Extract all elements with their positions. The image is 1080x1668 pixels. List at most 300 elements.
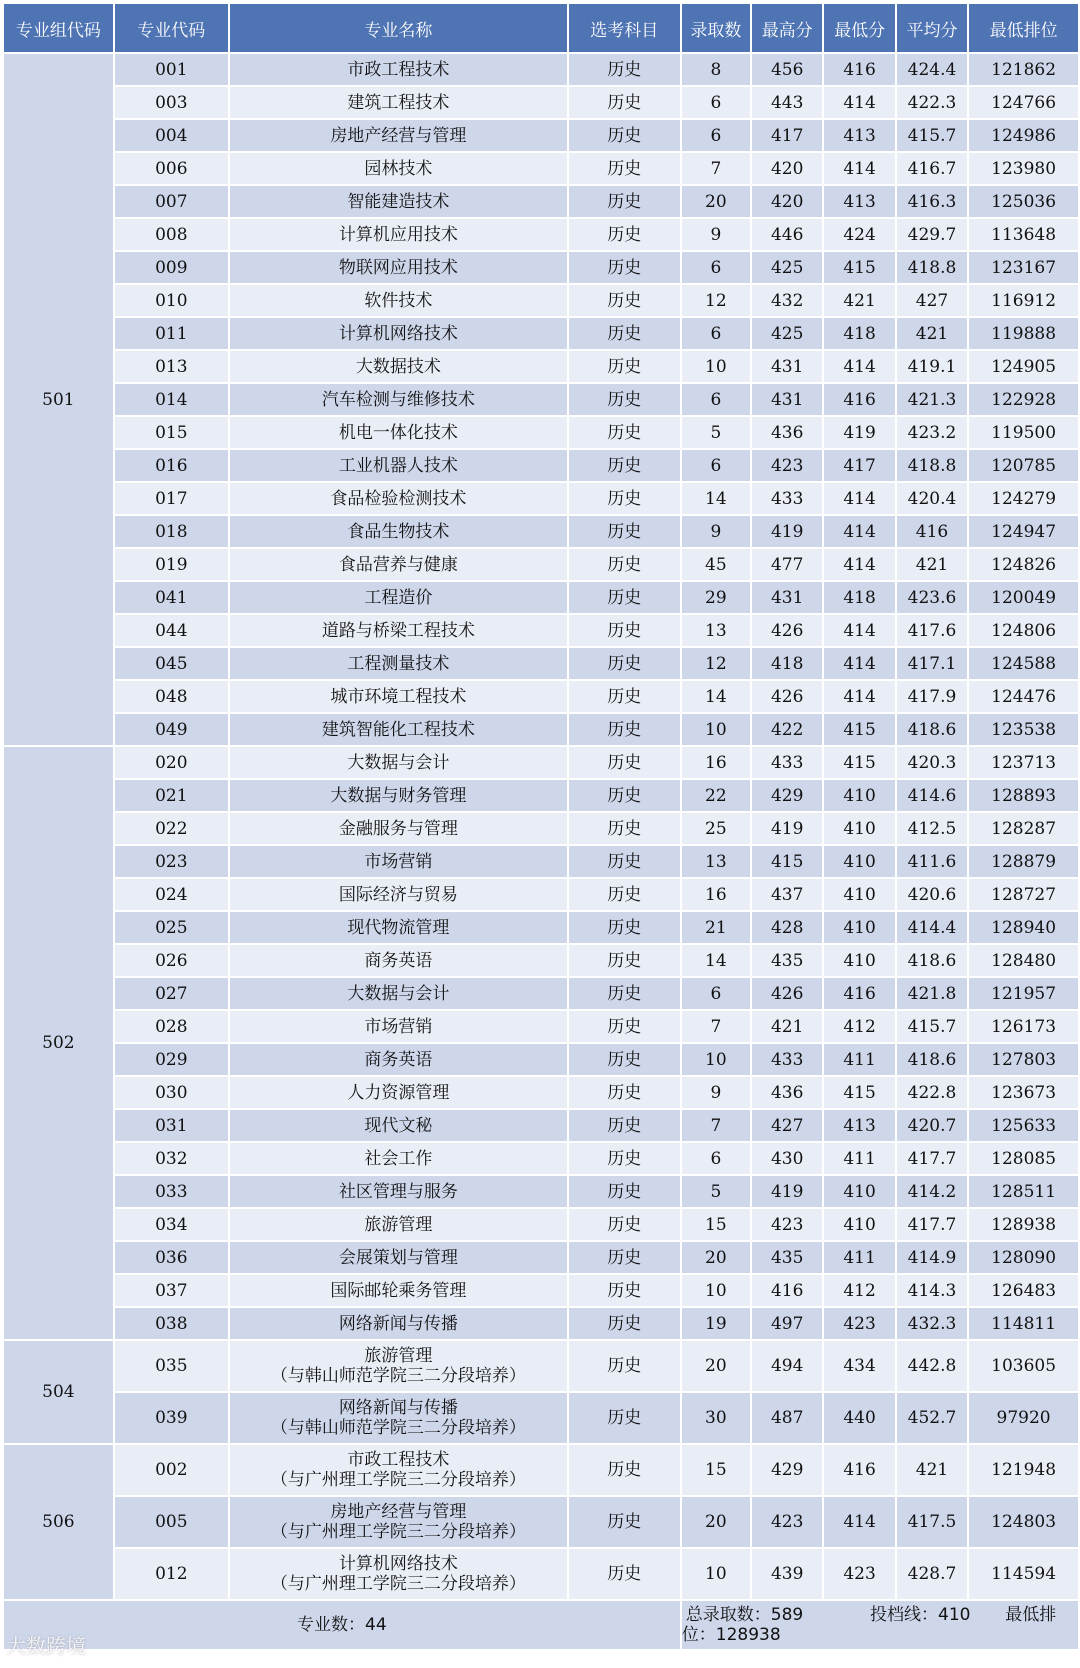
max-score-cell: 487	[752, 1393, 822, 1443]
major-code-cell: 004	[115, 120, 228, 151]
max-score-cell: 429	[752, 1445, 822, 1495]
summary-cutoff: 投档线：410	[870, 1605, 971, 1625]
min-score-cell: 410	[824, 846, 894, 877]
min-rank-cell: 128893	[969, 780, 1078, 811]
min-rank-cell: 128879	[969, 846, 1078, 877]
min-score-cell: 414	[824, 483, 894, 514]
min-rank-cell: 97920	[969, 1393, 1078, 1443]
major-code-cell: 007	[115, 186, 228, 217]
major-code-cell: 008	[115, 219, 228, 250]
major-name-text: 房地产经营与管理	[330, 1502, 467, 1522]
count-cell: 20	[682, 1242, 750, 1273]
major-name-cell: 旅游管理	[230, 1209, 567, 1240]
count-cell: 20	[682, 1341, 750, 1391]
subject-cell: 历史	[569, 1275, 680, 1306]
major-name-cell: 会展策划与管理	[230, 1242, 567, 1273]
major-name-cell: 大数据与财务管理	[230, 780, 567, 811]
watermark-text: 大数跨境	[6, 1634, 86, 1658]
major-name-cell: 商务英语	[230, 1044, 567, 1075]
min-score-cell: 415	[824, 747, 894, 778]
subject-cell: 历史	[569, 1143, 680, 1174]
min-score-cell: 413	[824, 120, 894, 151]
avg-score-cell: 414.2	[897, 1176, 967, 1207]
min-rank-cell: 123673	[969, 1077, 1078, 1108]
table-row	[4, 483, 1078, 514]
min-score-cell: 416	[824, 978, 894, 1009]
major-code-cell: 021	[115, 780, 228, 811]
summary-stats	[682, 1601, 1078, 1649]
major-code-cell: 023	[115, 846, 228, 877]
max-score-cell: 419	[752, 1176, 822, 1207]
count-cell: 7	[682, 1110, 750, 1141]
min-score-cell: 411	[824, 1242, 894, 1273]
count-cell: 6	[682, 87, 750, 118]
table-row	[4, 1011, 1078, 1042]
subject-cell: 历史	[569, 1341, 680, 1391]
major-code-cell: 037	[115, 1275, 228, 1306]
subject-cell: 历史	[569, 1077, 680, 1108]
avg-score-cell: 427	[897, 285, 967, 316]
max-score-cell: 446	[752, 219, 822, 250]
subject-cell: 历史	[569, 1110, 680, 1141]
major-name-cell	[230, 1549, 567, 1599]
subject-cell: 历史	[569, 681, 680, 712]
min-rank-cell: 124588	[969, 648, 1078, 679]
min-score-cell: 440	[824, 1393, 894, 1443]
max-score-cell: 430	[752, 1143, 822, 1174]
major-name-cell	[230, 1341, 567, 1391]
major-name-cell: 道路与桥梁工程技术	[230, 615, 567, 646]
min-rank-cell: 128085	[969, 1143, 1078, 1174]
major-name-note: （与广州理工学院三二分段培养）	[270, 1470, 526, 1490]
avg-score-cell: 419.1	[897, 351, 967, 382]
subject-cell: 历史	[569, 153, 680, 184]
count-cell: 5	[682, 1176, 750, 1207]
min-rank-cell: 126483	[969, 1275, 1078, 1306]
subject-cell: 历史	[569, 1445, 680, 1495]
min-score-cell: 410	[824, 879, 894, 910]
count-cell: 6	[682, 978, 750, 1009]
avg-score-cell: 418.8	[897, 450, 967, 481]
header-major-code: 专业代码	[115, 4, 228, 52]
major-name-cell: 市政工程技术	[230, 54, 567, 85]
summary-major-count-text: 专业数：44	[297, 1615, 387, 1635]
count-cell: 19	[682, 1308, 750, 1339]
subject-cell: 历史	[569, 351, 680, 382]
table-row	[4, 1176, 1078, 1207]
table-row	[4, 285, 1078, 316]
avg-score-cell: 423.2	[897, 417, 967, 448]
table-row	[4, 978, 1078, 1009]
avg-score-cell: 416.7	[897, 153, 967, 184]
table-row	[4, 1242, 1078, 1273]
count-cell: 10	[682, 1549, 750, 1599]
table-row	[4, 219, 1078, 250]
major-name-cell: 社会工作	[230, 1143, 567, 1174]
min-rank-cell: 124766	[969, 87, 1078, 118]
major-name-cell: 商务英语	[230, 945, 567, 976]
max-score-cell: 435	[752, 1242, 822, 1273]
min-score-cell: 424	[824, 219, 894, 250]
header-max-score: 最高分	[752, 4, 822, 52]
count-cell: 22	[682, 780, 750, 811]
min-score-cell: 415	[824, 252, 894, 283]
max-score-cell: 415	[752, 846, 822, 877]
min-score-cell: 414	[824, 87, 894, 118]
major-code-cell: 027	[115, 978, 228, 1009]
subject-cell: 历史	[569, 648, 680, 679]
major-code-cell: 048	[115, 681, 228, 712]
min-score-cell: 416	[824, 54, 894, 85]
table-row	[4, 681, 1078, 712]
avg-score-cell: 429.7	[897, 219, 967, 250]
watermark	[6, 1630, 86, 1659]
count-cell: 10	[682, 1275, 750, 1306]
min-score-cell: 410	[824, 1176, 894, 1207]
count-cell: 6	[682, 120, 750, 151]
subject-cell: 历史	[569, 1393, 680, 1443]
table-body	[4, 54, 1078, 1599]
max-score-cell: 443	[752, 87, 822, 118]
avg-score-cell: 412.5	[897, 813, 967, 844]
subject-cell: 历史	[569, 318, 680, 349]
major-code-cell: 013	[115, 351, 228, 382]
major-name-cell: 城市环境工程技术	[230, 681, 567, 712]
max-score-cell: 439	[752, 1549, 822, 1599]
table-row	[4, 417, 1078, 448]
avg-score-cell: 416	[897, 516, 967, 547]
major-code-cell: 033	[115, 1176, 228, 1207]
table-row	[4, 186, 1078, 217]
table-row	[4, 351, 1078, 382]
group-code-cell: 501	[4, 54, 113, 745]
max-score-cell: 423	[752, 1497, 822, 1547]
major-code-cell: 005	[115, 1497, 228, 1547]
count-cell: 6	[682, 252, 750, 283]
major-code-cell: 034	[115, 1209, 228, 1240]
subject-cell: 历史	[569, 615, 680, 646]
major-name-cell	[230, 1445, 567, 1495]
count-cell: 6	[682, 1143, 750, 1174]
table-row	[4, 582, 1078, 613]
table-row	[4, 153, 1078, 184]
major-code-cell: 024	[115, 879, 228, 910]
major-code-cell: 003	[115, 87, 228, 118]
avg-score-cell: 417.1	[897, 648, 967, 679]
min-rank-cell: 124806	[969, 615, 1078, 646]
header-row	[4, 4, 1078, 52]
subject-cell: 历史	[569, 54, 680, 85]
header-avg-score: 平均分	[897, 4, 967, 52]
major-code-cell: 012	[115, 1549, 228, 1599]
table-row	[4, 747, 1078, 778]
summary-row	[4, 1601, 1078, 1649]
avg-score-cell: 428.7	[897, 1549, 967, 1599]
max-score-cell: 421	[752, 1011, 822, 1042]
count-cell: 6	[682, 318, 750, 349]
count-cell: 10	[682, 1044, 750, 1075]
table-row	[4, 1341, 1078, 1391]
min-rank-cell: 114811	[969, 1308, 1078, 1339]
subject-cell: 历史	[569, 1308, 680, 1339]
count-cell: 29	[682, 582, 750, 613]
max-score-cell: 433	[752, 1044, 822, 1075]
min-rank-cell: 123713	[969, 747, 1078, 778]
avg-score-cell: 416.3	[897, 186, 967, 217]
major-code-cell: 009	[115, 252, 228, 283]
avg-score-cell: 422.3	[897, 87, 967, 118]
subject-cell: 历史	[569, 450, 680, 481]
avg-score-cell: 420.3	[897, 747, 967, 778]
min-rank-cell: 121948	[969, 1445, 1078, 1495]
min-score-cell: 411	[824, 1143, 894, 1174]
min-rank-cell: 113648	[969, 219, 1078, 250]
header-subject: 选考科目	[569, 4, 680, 52]
major-name-cell: 工程造价	[230, 582, 567, 613]
avg-score-cell: 417.7	[897, 1143, 967, 1174]
major-name-cell: 食品检验检测技术	[230, 483, 567, 514]
major-name-cell: 园林技术	[230, 153, 567, 184]
table-row	[4, 120, 1078, 151]
major-code-cell: 017	[115, 483, 228, 514]
major-code-cell: 039	[115, 1393, 228, 1443]
avg-score-cell: 411.6	[897, 846, 967, 877]
major-name-cell: 汽车检测与维修技术	[230, 384, 567, 415]
summary-total: 总录取数：589	[685, 1605, 804, 1625]
major-code-cell: 028	[115, 1011, 228, 1042]
count-cell: 20	[682, 186, 750, 217]
max-score-cell: 431	[752, 351, 822, 382]
header-count: 录取数	[682, 4, 750, 52]
major-name-cell: 大数据与会计	[230, 747, 567, 778]
count-cell: 9	[682, 1077, 750, 1108]
min-rank-cell: 128090	[969, 1242, 1078, 1273]
max-score-cell: 497	[752, 1308, 822, 1339]
max-score-cell: 456	[752, 54, 822, 85]
major-code-cell: 001	[115, 54, 228, 85]
count-cell: 25	[682, 813, 750, 844]
major-code-cell: 006	[115, 153, 228, 184]
avg-score-cell: 421.3	[897, 384, 967, 415]
count-cell: 9	[682, 219, 750, 250]
min-score-cell: 415	[824, 1077, 894, 1108]
major-name-cell: 现代文秘	[230, 1110, 567, 1141]
major-name-cell: 人力资源管理	[230, 1077, 567, 1108]
max-score-cell: 419	[752, 516, 822, 547]
major-code-cell: 029	[115, 1044, 228, 1075]
major-code-cell: 031	[115, 1110, 228, 1141]
major-name-cell: 工程测量技术	[230, 648, 567, 679]
table-row	[4, 945, 1078, 976]
count-cell: 10	[682, 714, 750, 745]
min-rank-cell: 114594	[969, 1549, 1078, 1599]
major-name-note: （与广州理工学院三二分段培养）	[270, 1574, 526, 1594]
subject-cell: 历史	[569, 252, 680, 283]
group-code-cell: 506	[4, 1445, 113, 1599]
subject-cell: 历史	[569, 285, 680, 316]
major-name-cell: 房地产经营与管理	[230, 120, 567, 151]
avg-score-cell: 432.3	[897, 1308, 967, 1339]
count-cell: 30	[682, 1393, 750, 1443]
subject-cell: 历史	[569, 1209, 680, 1240]
avg-score-cell: 418.6	[897, 1044, 967, 1075]
avg-score-cell: 415.7	[897, 120, 967, 151]
min-score-cell: 410	[824, 780, 894, 811]
min-score-cell: 414	[824, 549, 894, 580]
max-score-cell: 420	[752, 153, 822, 184]
max-score-cell: 427	[752, 1110, 822, 1141]
min-score-cell: 414	[824, 351, 894, 382]
summary-major-count	[4, 1601, 680, 1649]
table-row	[4, 1110, 1078, 1141]
min-rank-cell: 127803	[969, 1044, 1078, 1075]
major-name-cell: 计算机网络技术	[230, 318, 567, 349]
table-row	[4, 780, 1078, 811]
major-code-cell: 020	[115, 747, 228, 778]
subject-cell: 历史	[569, 780, 680, 811]
subject-cell: 历史	[569, 1176, 680, 1207]
subject-cell: 历史	[569, 1497, 680, 1547]
summary-min-rank: 最低排位：128938	[681, 1605, 1057, 1645]
table-row	[4, 714, 1078, 745]
min-score-cell: 410	[824, 945, 894, 976]
count-cell: 16	[682, 879, 750, 910]
table-row	[4, 516, 1078, 547]
min-score-cell: 423	[824, 1308, 894, 1339]
min-rank-cell: 124826	[969, 549, 1078, 580]
min-score-cell: 410	[824, 813, 894, 844]
subject-cell: 历史	[569, 186, 680, 217]
avg-score-cell: 423.6	[897, 582, 967, 613]
min-score-cell: 417	[824, 450, 894, 481]
min-rank-cell: 124279	[969, 483, 1078, 514]
min-score-cell: 414	[824, 648, 894, 679]
min-rank-cell: 120785	[969, 450, 1078, 481]
max-score-cell: 419	[752, 813, 822, 844]
count-cell: 15	[682, 1209, 750, 1240]
min-score-cell: 412	[824, 1011, 894, 1042]
table-row	[4, 87, 1078, 118]
max-score-cell: 433	[752, 483, 822, 514]
count-cell: 15	[682, 1445, 750, 1495]
max-score-cell: 426	[752, 681, 822, 712]
table-row	[4, 54, 1078, 85]
avg-score-cell: 417.7	[897, 1209, 967, 1240]
avg-score-cell: 415.7	[897, 1011, 967, 1042]
major-code-cell: 011	[115, 318, 228, 349]
major-code-cell: 035	[115, 1341, 228, 1391]
count-cell: 12	[682, 648, 750, 679]
major-name-cell: 物联网应用技术	[230, 252, 567, 283]
count-cell: 14	[682, 681, 750, 712]
major-name-cell: 大数据与会计	[230, 978, 567, 1009]
major-name-cell	[230, 1393, 567, 1443]
min-rank-cell: 121957	[969, 978, 1078, 1009]
count-cell: 6	[682, 450, 750, 481]
major-name-cell: 智能建造技术	[230, 186, 567, 217]
table-row	[4, 912, 1078, 943]
avg-score-cell: 420.6	[897, 879, 967, 910]
subject-cell: 历史	[569, 120, 680, 151]
major-code-cell: 022	[115, 813, 228, 844]
group-code-cell: 502	[4, 747, 113, 1339]
major-code-cell: 015	[115, 417, 228, 448]
major-name-text: 市政工程技术	[347, 1450, 450, 1470]
max-score-cell: 436	[752, 1077, 822, 1108]
avg-score-cell: 417.6	[897, 615, 967, 646]
avg-score-cell: 414.9	[897, 1242, 967, 1273]
major-name-cell: 市场营销	[230, 846, 567, 877]
header-min-score: 最低分	[824, 4, 894, 52]
min-rank-cell: 123167	[969, 252, 1078, 283]
major-name-note: （与韩山师范学院三二分段培养）	[270, 1418, 526, 1438]
major-name-text: 计算机网络技术	[338, 1554, 458, 1574]
min-score-cell: 414	[824, 153, 894, 184]
min-score-cell: 419	[824, 417, 894, 448]
max-score-cell: 423	[752, 450, 822, 481]
avg-score-cell: 424.4	[897, 54, 967, 85]
table-row	[4, 1044, 1078, 1075]
subject-cell: 历史	[569, 912, 680, 943]
max-score-cell: 420	[752, 186, 822, 217]
max-score-cell: 428	[752, 912, 822, 943]
max-score-cell: 437	[752, 879, 822, 910]
major-code-cell: 010	[115, 285, 228, 316]
max-score-cell: 432	[752, 285, 822, 316]
subject-cell: 历史	[569, 1242, 680, 1273]
max-score-cell: 431	[752, 582, 822, 613]
major-name-cell: 建筑智能化工程技术	[230, 714, 567, 745]
min-rank-cell: 124986	[969, 120, 1078, 151]
avg-score-cell: 418.6	[897, 714, 967, 745]
min-score-cell: 415	[824, 714, 894, 745]
table-row	[4, 846, 1078, 877]
max-score-cell: 477	[752, 549, 822, 580]
avg-score-cell: 417.9	[897, 681, 967, 712]
min-score-cell: 412	[824, 1275, 894, 1306]
subject-cell: 历史	[569, 846, 680, 877]
max-score-cell: 431	[752, 384, 822, 415]
max-score-cell: 426	[752, 978, 822, 1009]
min-rank-cell: 124947	[969, 516, 1078, 547]
table-row	[4, 1275, 1078, 1306]
max-score-cell: 425	[752, 252, 822, 283]
major-code-cell: 025	[115, 912, 228, 943]
major-name-cell: 金融服务与管理	[230, 813, 567, 844]
header-major-name: 专业名称	[230, 4, 567, 52]
min-score-cell: 416	[824, 384, 894, 415]
min-rank-cell: 124905	[969, 351, 1078, 382]
count-cell: 9	[682, 516, 750, 547]
major-name-cell: 现代物流管理	[230, 912, 567, 943]
max-score-cell: 417	[752, 120, 822, 151]
max-score-cell: 423	[752, 1209, 822, 1240]
avg-score-cell: 421	[897, 318, 967, 349]
table-row	[4, 1143, 1078, 1174]
max-score-cell: 422	[752, 714, 822, 745]
major-name-cell: 大数据技术	[230, 351, 567, 382]
avg-score-cell: 421	[897, 549, 967, 580]
min-score-cell: 414	[824, 681, 894, 712]
table-row	[4, 384, 1078, 415]
major-name-cell: 国际邮轮乘务管理	[230, 1275, 567, 1306]
subject-cell: 历史	[569, 1044, 680, 1075]
group-code-cell: 504	[4, 1341, 113, 1443]
table-row	[4, 1445, 1078, 1495]
subject-cell: 历史	[569, 747, 680, 778]
table-row	[4, 450, 1078, 481]
min-score-cell: 418	[824, 318, 894, 349]
